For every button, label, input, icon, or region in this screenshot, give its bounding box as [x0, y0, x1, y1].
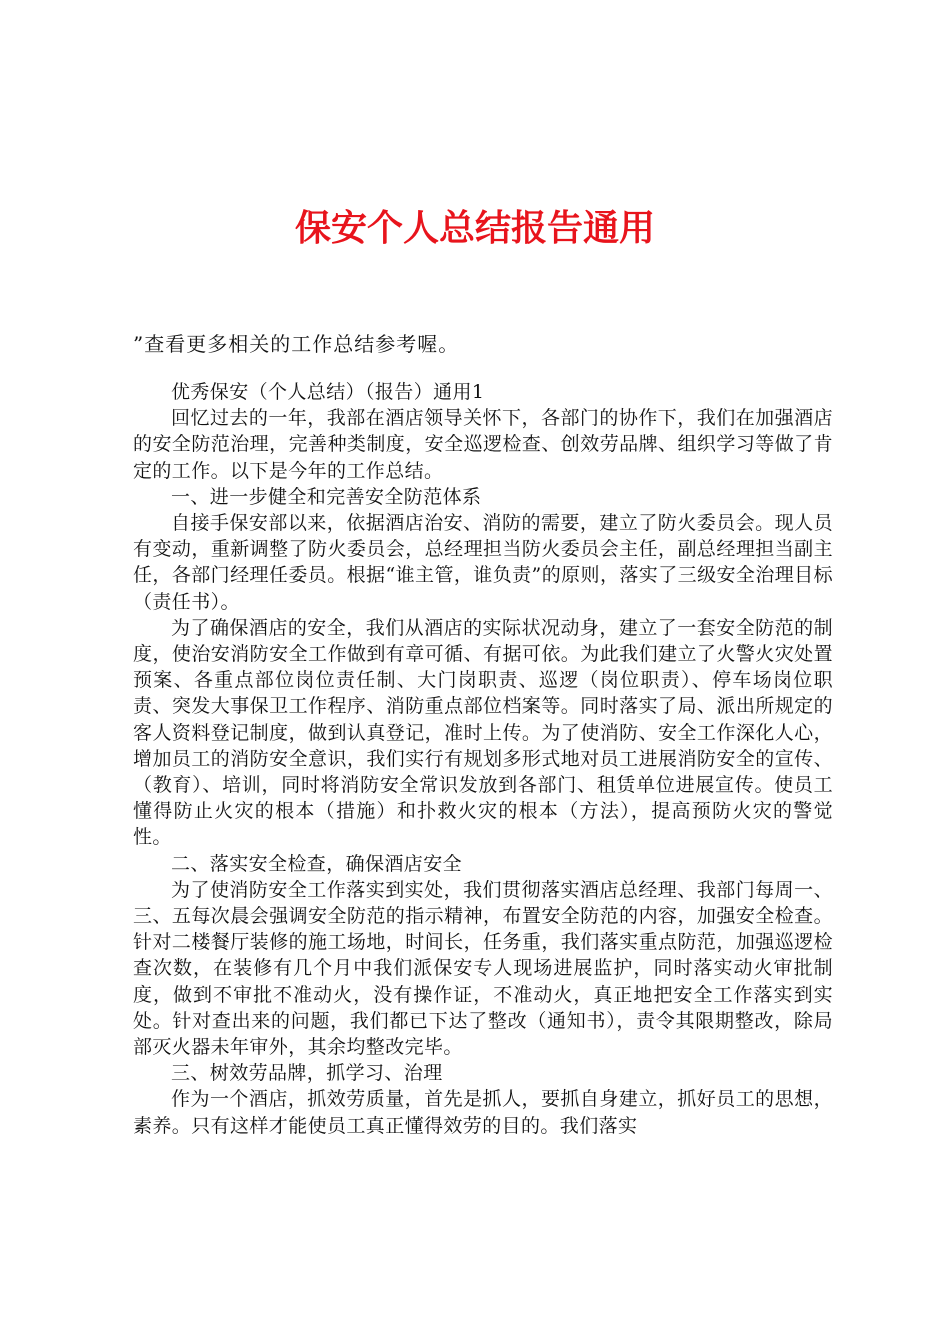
paragraph: 为了使消防安全工作落实到实处，我们贯彻落实酒店总经理、我部门每周一、三、五每次晨会强调安全防范的指示精神，布置安全防范的内容，加强安全检查。针对二楼餐厅装修的施工场地，时间长，任务重，我们落实重点防范，加强巡逻检查次数，在装修有几个月中我们派保安专人现场进展监护，同时落实动火审批制度，做到不审批不准动火，没有操作证，不准动火，真正地把安全工作落实到实处。针对查出来的问题，我们都已下达了整改（通知书），责令其限期整改，除局部灭火器未年审外，其余均整改完毕。	[133, 878, 833, 1059]
paragraph: 自接手保安部以来，依据酒店治安、消防的需要，建立了防火委员会。现人员有变动，重新调整了防火委员会，总经理担当防火委员会主任，副总经理担当副主任，各部门经理任委员。根据“谁主管，谁负责”的原则，落实了三级安全治理目标（责任书）。	[133, 512, 833, 613]
section-heading: 二、落实安全检查，确保酒店安全	[171, 852, 463, 875]
paragraph: 作为一个酒店，抓效劳质量，首先是抓人，要抓自身建立，抓好员工的思想，素养。只有这样才能使员工真正懂得效劳的目的。我们落实	[133, 1088, 833, 1137]
section-heading: 一、进一步健全和完善安全防范体系	[171, 485, 482, 508]
document-body	[133, 379, 833, 1139]
paragraph: 回忆过去的一年，我部在酒店领导关怀下，各部门的协作下，我们在加强酒店的安全防范治理，完善种类制度，安全巡逻检查、创效劳品牌、组织学习等做了肯定的工作。以下是今年的工作总结。	[133, 407, 833, 482]
intro-line: ”查看更多相关的工作总结参考喔。	[133, 332, 460, 356]
section-heading: 三、树效劳品牌，抓学习、治理	[171, 1062, 443, 1085]
section-title: 优秀保安（个人总结）（报告）通用1	[171, 381, 485, 403]
document-title: 保安个人总结报告通用	[294, 207, 655, 249]
paragraph: 为了确保酒店的安全，我们从酒店的实际状况动身，建立了一套安全防范的制度，使治安消防安全工作做到有章可循、有据可依。为此我们建立了火警火灾处置预案、各重点部位岗位责任制、大门岗职责、巡逻（岗位职责）、停车场岗位职责、突发大事保卫工作程序、消防重点部位档案等。同时落实了局、派出所规定的客人资料登记制度，做到认真登记，准时上传。为了使消防、安全工作深化人心，增加员工的消防安全意识，我们实行有规划多形式地对员工进展消防安全的宣传、（教育）、培训，同时将消防安全常识发放到各部门、租赁单位进展宣传。使员工懂得防止火灾的根本（措施）和扑救火灾的根本（方法），提高预防火灾的警觉性。	[133, 616, 833, 849]
